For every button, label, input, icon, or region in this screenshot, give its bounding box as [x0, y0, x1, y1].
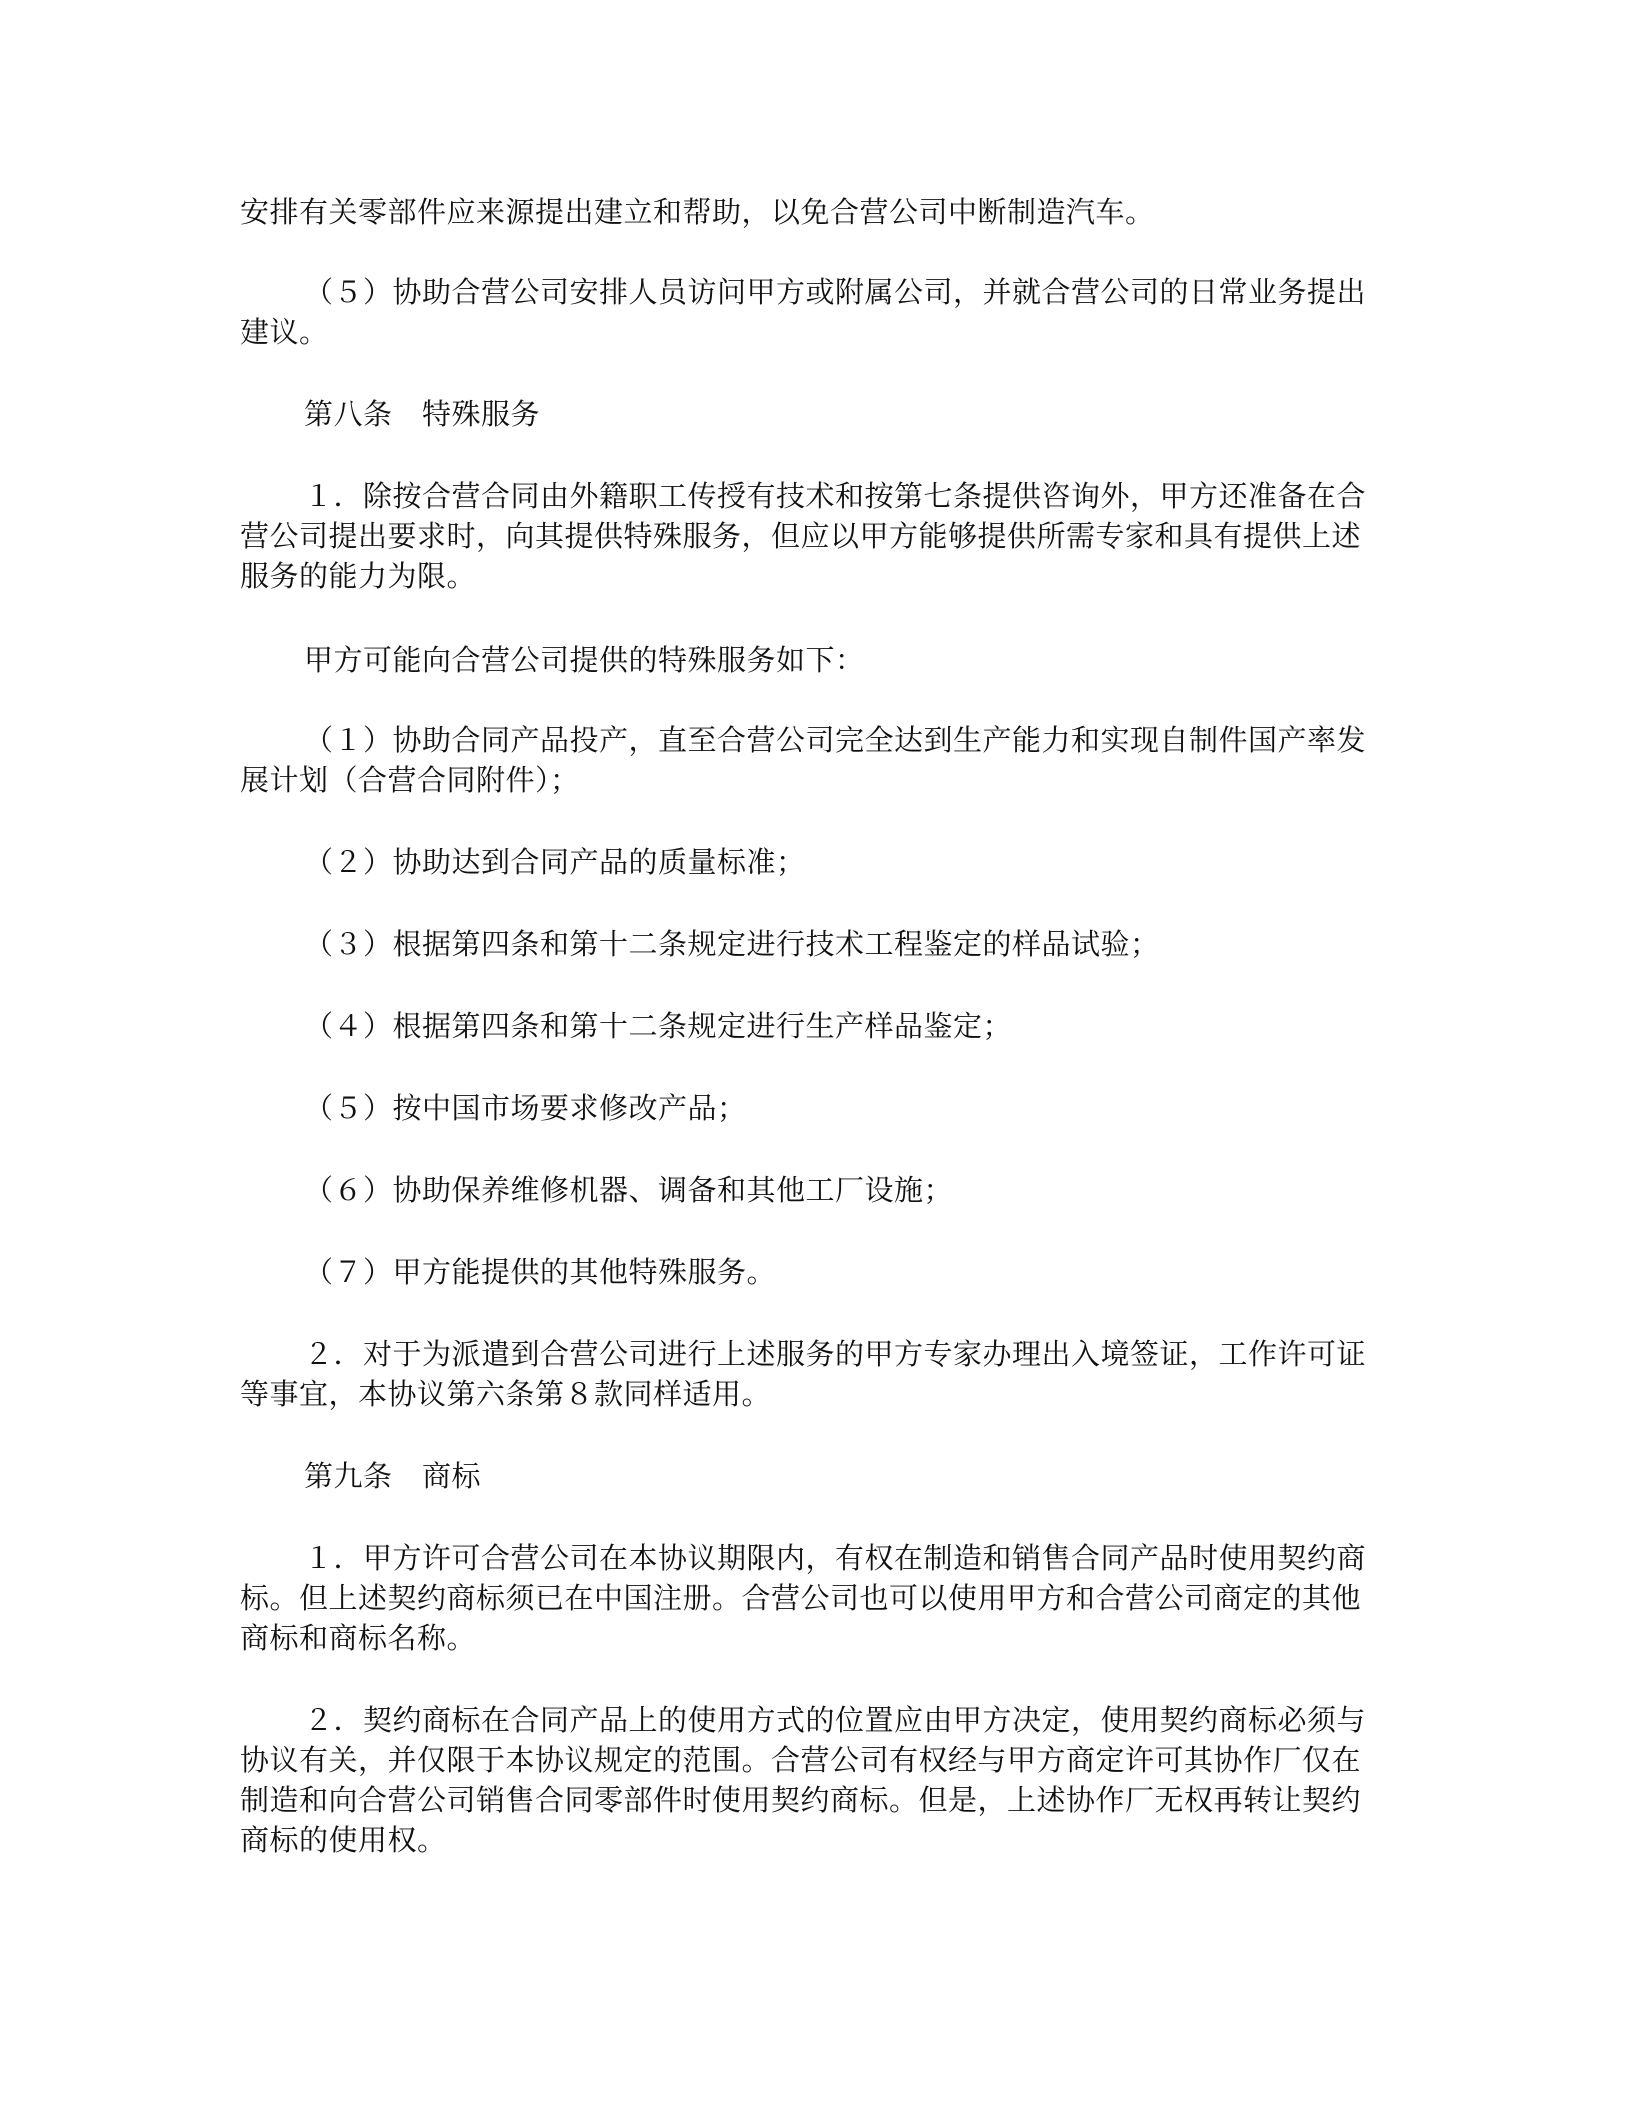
article-8-clause-2: ２．对于为派遣到合营公司进行上述服务的甲方专家办理出入境签证，工作许可证等事宜，本协议第六条第８款同样适用。: [240, 1337, 1367, 1411]
article-9-clause-1: １．甲方许可合营公司在本协议期限内，有权在制造和销售合同产品时使用契约商标。但上述契约商标须已在中国注册。合营公司也可以使用甲方和合营公司商定的其他商标和商标名称。: [240, 1541, 1367, 1655]
special-service-6: （６）协助保养维修机器、调备和其他工厂设施；: [304, 1173, 954, 1207]
paragraph-continuation: 安排有关零部件应来源提出建立和帮助，以免合营公司中断制造汽车。: [240, 195, 1155, 229]
article-8-clause-1: １．除按合营合同由外籍职工传授有技术和按第七条提供咨询外，甲方还准备在合营公司提出要求时，向其提供特殊服务，但应以甲方能够提供所需专家和具有提供上述服务的能力为限。: [240, 479, 1367, 593]
document-page: [240, 0, 1380, 2112]
special-service-4: （４）根据第四条和第十二条规定进行生产样品鉴定；: [304, 1009, 1013, 1043]
special-services-intro: 甲方可能向合营公司提供的特殊服务如下：: [304, 643, 865, 677]
special-service-7: （７）甲方能提供的其他特殊服务。: [304, 1255, 777, 1289]
article-9-clause-2: ２．契约商标在合同产品上的使用方式的位置应由甲方决定，使用契约商标必须与协议有关，并仅限于本协议规定的范围。合营公司有权经与甲方商定许可其协作厂仅在制造和向合营公司销售合同零部件时使用契约商标。但是，上述协作厂无权再转让契约商标的使用权。: [240, 1703, 1367, 1857]
special-service-2: （２）协助达到合同产品的质量标准；: [304, 845, 806, 879]
article-8-heading: 第八条 特殊服务: [304, 397, 541, 431]
paragraph-item-5: （５）协助合营公司安排人员访问甲方或附属公司，并就合营公司的日常业务提出建议。: [240, 275, 1367, 349]
special-service-1: （１）协助合同产品投产，直至合营公司完全达到生产能力和实现自制件国产率发展计划（合营合同附件）；: [240, 723, 1367, 797]
article-9-heading: 第九条 商标: [304, 1459, 482, 1493]
special-service-5: （５）按中国市场要求修改产品；: [304, 1091, 747, 1125]
special-service-3: （３）根据第四条和第十二条规定进行技术工程鉴定的样品试验；: [304, 927, 1160, 961]
